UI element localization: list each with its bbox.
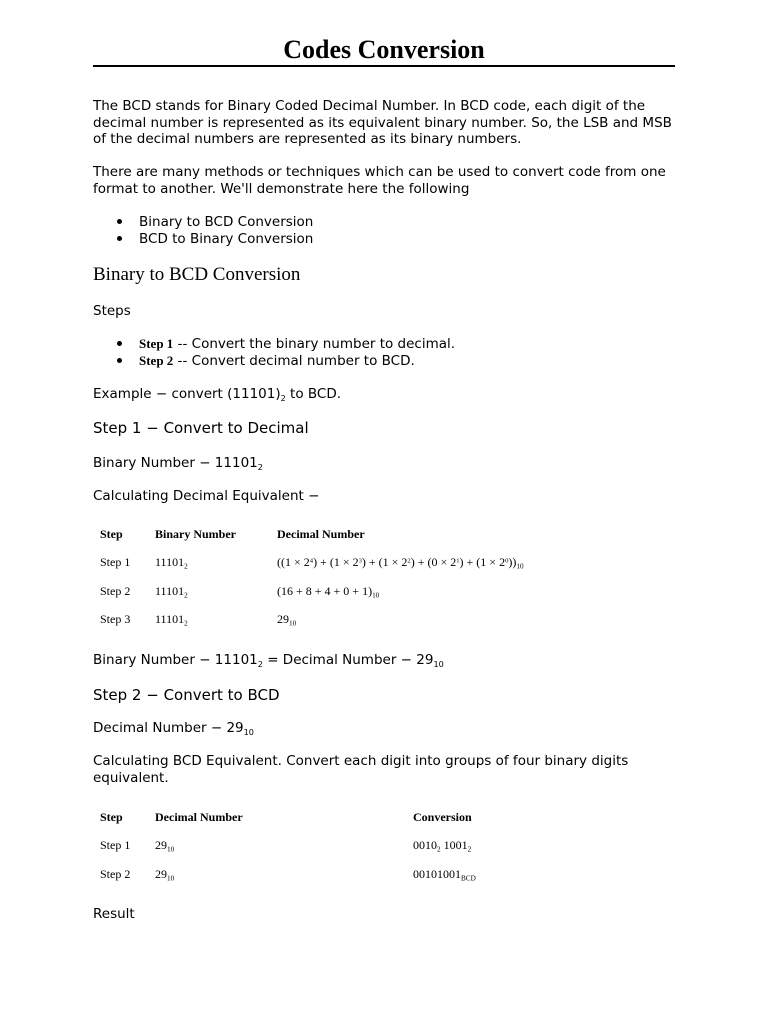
step-text: -- Convert decimal number to BCD. <box>173 352 415 369</box>
table-row <box>93 860 476 889</box>
table-cell: $29_{10}$ <box>277 612 297 628</box>
table-cell: $((1 \times 2^4) + (1 \times 2^3) + (1 \times 2^2) + (0 \times 2^1) + (1 \times 2^0))_{10}$ <box>277 555 524 571</box>
column-header: Step <box>100 809 123 824</box>
table-cell: Step 1 <box>100 555 131 570</box>
table-cell: $11101_2$ <box>155 555 188 571</box>
bullet-icon <box>117 358 122 363</box>
step1-heading: Step 1 − Convert to Decimal <box>93 419 309 437</box>
column-header: Step <box>100 526 123 541</box>
list-item: BCD to Binary Conversion <box>93 231 675 248</box>
steps-list <box>93 336 675 369</box>
bcd-conversion-table <box>93 803 476 889</box>
example-line: Example − convert $(11101)_2$ to BCD. <box>93 386 342 403</box>
equality-line: Binary Number − $11101_2$ = Decimal Number − $29_{10}$ <box>93 652 444 669</box>
table-cell: Step 2 <box>100 583 131 598</box>
table-cell: Step 3 <box>100 612 131 627</box>
table-row <box>93 577 524 606</box>
methods-intro-paragraph: There are many methods or techniques which can be used to convert code from one format to another. We'll demonstrate here the following <box>93 164 666 197</box>
list-item <box>93 353 675 370</box>
methods-list <box>93 214 675 247</box>
table-cell: $(16 + 8 + 4 + 0 + 1)_{10}$ <box>277 583 380 600</box>
table-cell: $11101_2$ <box>155 612 188 628</box>
title-underline <box>93 65 675 67</box>
column-header: Binary Number <box>155 526 236 541</box>
section-heading: Binary to BCD Conversion <box>93 264 301 285</box>
list-item: Binary to BCD Conversion <box>93 214 675 231</box>
binary-number-line: Binary Number − $11101_2$ <box>93 455 263 472</box>
table-header-row <box>93 520 524 549</box>
table-row <box>93 832 476 861</box>
table-row <box>93 606 524 635</box>
decimal-conversion-table <box>93 520 524 634</box>
page-title: Codes Conversion <box>283 35 485 64</box>
table-cell: Step 1 <box>100 838 131 853</box>
decimal-number-line: Decimal Number − $29_{10}$ <box>93 720 254 737</box>
step-label: Step 2 <box>139 352 174 368</box>
step-label: Step 1 <box>139 336 174 351</box>
column-header: Conversion <box>413 809 472 824</box>
column-header: Decimal Number <box>155 809 243 824</box>
table-cell: $0010_2$ $1001_2$ <box>413 838 472 854</box>
bullet-icon <box>117 219 122 224</box>
table-row <box>93 549 524 578</box>
bullet-icon <box>117 341 122 346</box>
list-item <box>93 336 675 353</box>
step-text: -- Convert the binary number to decimal. <box>173 336 456 352</box>
intro-paragraph: The BCD stands for Binary Coded Decimal Number. In BCD code, each digit of the decimal number is represented as its equivalent binary number. So, the LSB and MSB of the decimal numbers are represented as its binary numbers. <box>93 98 672 147</box>
bullet-icon <box>117 236 122 241</box>
column-header: Decimal Number <box>277 526 365 541</box>
step2-heading: Step 2 − Convert to BCD <box>93 686 280 704</box>
calc-bcd-paragraph: Calculating BCD Equivalent. Convert each digit into groups of four binary digits equivalent. <box>93 753 629 786</box>
table-cell: $29_{10}$ <box>155 838 175 854</box>
table-cell: $11101_2$ <box>155 583 188 600</box>
result-label: Result <box>93 906 135 922</box>
table-cell: Step 2 <box>100 866 131 881</box>
calc-decimal-line: Calculating Decimal Equivalent − <box>93 488 320 504</box>
table-cell: $29_{10}$ <box>155 866 175 883</box>
table-cell: $00101001_{BCD}$ <box>413 866 476 883</box>
table-header-row <box>93 803 476 832</box>
steps-label: Steps <box>93 303 131 319</box>
